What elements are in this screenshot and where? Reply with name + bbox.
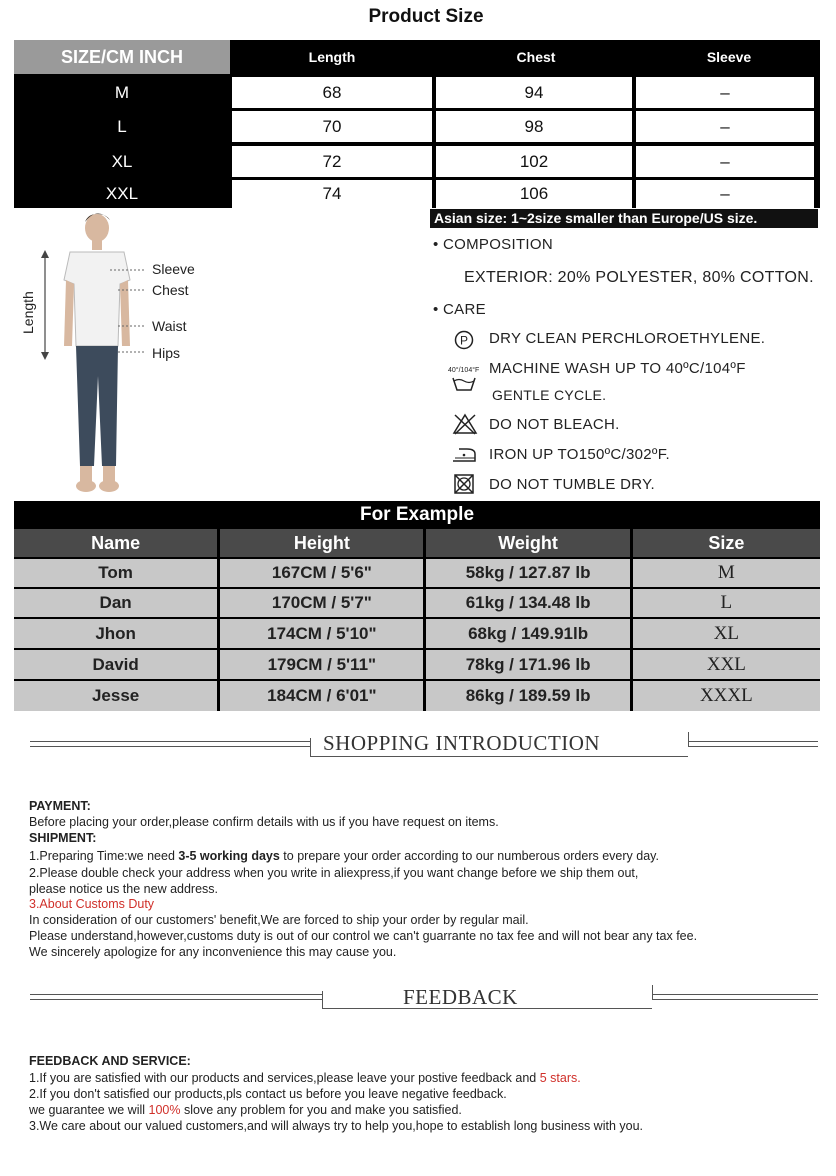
weight-cell: 86kg / 189.59 lb bbox=[426, 681, 629, 711]
customs-heading: 3.About Customs Duty bbox=[29, 897, 155, 911]
model-figure bbox=[18, 206, 228, 500]
table-row bbox=[14, 589, 820, 617]
chest-header: Chest bbox=[516, 49, 556, 65]
name-cell: Jhon bbox=[14, 619, 217, 648]
table-row bbox=[14, 681, 820, 711]
length-cell: 68 bbox=[232, 77, 432, 108]
name-header: Name bbox=[14, 529, 217, 557]
length-cell: 72 bbox=[232, 146, 432, 177]
feedback-line-4: 3.We care about our valued customers,and will always try to help you,hope to establish long business with you. bbox=[29, 1119, 643, 1133]
feedback-heading: FEEDBACK AND SERVICE: bbox=[29, 1054, 191, 1068]
customs-line-2: Please understand,however,customs duty is out of our control we can't guarrante no tax fee and will not bear any tax fee. bbox=[29, 929, 698, 943]
customs-line-3: We sincerely apologize for any inconvenience this may cause you. bbox=[29, 945, 397, 959]
height-cell: 184CM / 6'01" bbox=[220, 681, 423, 711]
iron-text: IRON UP TO150ºC/302ºF. bbox=[489, 446, 670, 463]
composition-text: EXTERIOR: 20% POLYESTER, 80% COTTON. bbox=[464, 269, 814, 286]
payment-text: Before placing your order,please confirm details with us if you have request on items. bbox=[29, 815, 499, 829]
height-cell: 179CM / 5'11" bbox=[220, 650, 423, 679]
feedback-line-3: we guarantee we will 100% slove any problem for you and make you satisfied. bbox=[29, 1103, 462, 1117]
size-cell: L bbox=[117, 116, 127, 136]
bleach-text: DO NOT BLEACH. bbox=[489, 416, 620, 433]
size-header: Size bbox=[633, 529, 820, 557]
shipment-line-2: 2.Please double check your address when you write in aliexpress,if you want change before we ship them out, bbox=[29, 866, 639, 880]
divider-right bbox=[688, 738, 818, 750]
svg-text:P: P bbox=[459, 333, 469, 348]
divider-right bbox=[652, 991, 818, 1003]
divider-left bbox=[30, 991, 322, 1003]
sleeve-header: Sleeve bbox=[706, 49, 752, 65]
sleeve-label: Sleeve bbox=[152, 261, 195, 277]
example-table bbox=[14, 501, 820, 711]
dry-clean-text: DRY CLEAN PERCHLOROETHYLENE. bbox=[489, 330, 766, 347]
weight-cell: 58kg / 127.87 lb bbox=[426, 559, 629, 587]
divider-tick bbox=[688, 732, 689, 746]
chest-label: Chest bbox=[152, 282, 189, 298]
page-title: Product Size bbox=[368, 6, 484, 27]
feedback-line-1: 1.If you are satisfied with our products and services,please leave your postive feedback and 5 stars. bbox=[29, 1071, 581, 1085]
machine-wash-text: MACHINE WASH UP TO 40ºC/104ºF bbox=[489, 360, 746, 377]
sleeve-cell: – bbox=[636, 77, 814, 108]
length-header: Length bbox=[308, 49, 356, 65]
machine-wash-icon bbox=[451, 375, 477, 393]
size-cell: XL bbox=[111, 151, 133, 171]
divider-tick bbox=[310, 738, 311, 756]
size-cell: M bbox=[114, 82, 130, 102]
table-row bbox=[14, 111, 820, 142]
shopping-introduction-title: SHOPPING INTRODUCTION bbox=[323, 731, 601, 755]
name-cell: David bbox=[14, 650, 217, 679]
feedback-line-2: 2.If you don't satisfied our products,pls contact us before you leave negative feedback. bbox=[29, 1087, 507, 1101]
size-table-header bbox=[14, 40, 820, 74]
example-title: For Example bbox=[359, 503, 475, 525]
weight-header: Weight bbox=[426, 529, 629, 557]
shipment-line-1: 1.Preparing Time:we need 3-5 working days to prepare your order according to our numberous orders every day. bbox=[29, 849, 659, 863]
height-cell: 167CM / 5'6" bbox=[220, 559, 423, 587]
length-cell: 70 bbox=[232, 111, 432, 142]
chest-cell: 106 bbox=[436, 180, 632, 208]
shipment-line-3: please notice us the new address. bbox=[29, 882, 219, 896]
height-header: Height bbox=[220, 529, 423, 557]
iron-icon bbox=[451, 446, 477, 464]
size-cell: XL bbox=[633, 619, 820, 648]
size-cell: XXL bbox=[105, 184, 139, 203]
divider-underline bbox=[310, 756, 688, 757]
size-table bbox=[14, 40, 820, 208]
height-cell: 170CM / 5'7" bbox=[220, 589, 423, 617]
composition-heading: • COMPOSITION bbox=[433, 236, 553, 253]
weight-cell: 68kg / 149.91lb bbox=[426, 619, 629, 648]
sleeve-cell: – bbox=[636, 111, 814, 142]
name-cell: Tom bbox=[14, 559, 217, 587]
chest-cell: 98 bbox=[436, 111, 632, 142]
size-cell: XXXL bbox=[633, 681, 820, 711]
dry-clean-icon bbox=[453, 330, 475, 350]
table-row bbox=[14, 619, 820, 648]
table-row bbox=[14, 650, 820, 679]
shipment-heading: SHIPMENT: bbox=[29, 831, 97, 845]
size-cell: M bbox=[633, 559, 820, 587]
divider-tick bbox=[652, 985, 653, 999]
divider-tick bbox=[322, 991, 323, 1008]
divider-left bbox=[30, 738, 310, 750]
table-row bbox=[14, 77, 820, 108]
sleeve-cell: – bbox=[636, 180, 814, 208]
wash-temperature-label: 40°/104°F bbox=[448, 367, 480, 374]
payment-heading: PAYMENT: bbox=[29, 799, 91, 813]
weight-cell: 78kg / 171.96 lb bbox=[426, 650, 629, 679]
gentle-cycle-text: GENTLE CYCLE. bbox=[492, 387, 607, 403]
table-row bbox=[14, 146, 820, 177]
sleeve-cell: – bbox=[636, 146, 814, 177]
do-not-tumble-dry-icon bbox=[453, 473, 475, 495]
example-header-row bbox=[14, 529, 820, 557]
name-cell: Jesse bbox=[14, 681, 217, 711]
model-silhouette-icon bbox=[18, 206, 228, 500]
size-cell: XXL bbox=[633, 650, 820, 679]
chest-cell: 102 bbox=[436, 146, 632, 177]
chest-cell: 94 bbox=[436, 77, 632, 108]
care-heading: • CARE bbox=[433, 301, 486, 318]
size-cell: L bbox=[633, 589, 820, 617]
table-row bbox=[14, 180, 820, 208]
length-cell: 74 bbox=[232, 180, 432, 208]
customs-line-1: In consideration of our customers' benefit,We are forced to ship your order by regular mail. bbox=[29, 913, 529, 927]
name-cell: Dan bbox=[14, 589, 217, 617]
hips-label: Hips bbox=[152, 345, 181, 361]
tumble-dry-text: DO NOT TUMBLE DRY. bbox=[489, 476, 655, 493]
size-corner-header: SIZE/CM INCH bbox=[14, 40, 230, 74]
waist-label: Waist bbox=[152, 318, 187, 334]
table-row bbox=[14, 559, 820, 587]
weight-cell: 61kg / 134.48 lb bbox=[426, 589, 629, 617]
asian-size-note: Asian size: 1~2size smaller than Europe/US size. bbox=[430, 209, 818, 228]
length-label: Length bbox=[20, 291, 36, 334]
feedback-title: FEEDBACK bbox=[403, 985, 518, 1009]
height-cell: 174CM / 5'10" bbox=[220, 619, 423, 648]
do-not-bleach-icon bbox=[452, 413, 478, 435]
